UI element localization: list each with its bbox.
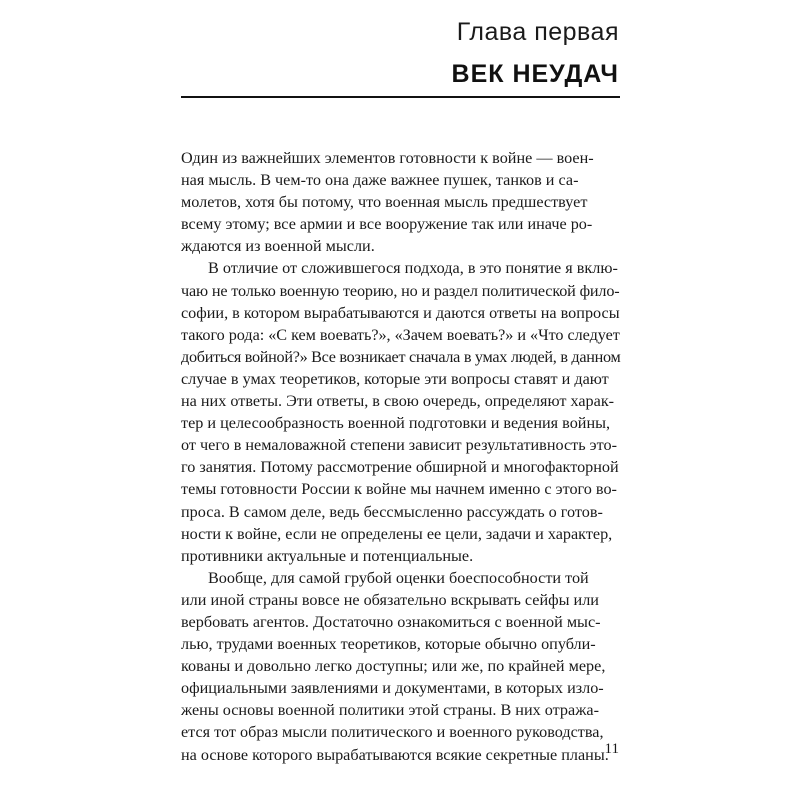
text-line: добиться войной?» Все возникает сначала в умах людей, в данном bbox=[181, 347, 621, 366]
chapter-title: ВЕК НЕУДАЧ bbox=[451, 60, 619, 88]
text-line: официальными заявлениями и документами, в которых изло- bbox=[181, 679, 604, 698]
text-line: кованы и довольно легко доступны; или же, по крайней мере, bbox=[181, 657, 606, 676]
text-line: ности к войне, если не определены ее цели, задачи и характер, bbox=[181, 524, 613, 543]
text-line: ная мысль. В чем-то она даже важнее пушек, танков и са- bbox=[181, 171, 579, 190]
text-line: ется тот образ мысли политического и военного руководства, bbox=[181, 723, 604, 742]
text-line: В отличие от сложившегося подхода, в это понятие я вклю- bbox=[208, 259, 618, 278]
text-line: темы готовности России к войне мы начнем именно с этого во- bbox=[181, 480, 617, 499]
text-line: всему этому; все армии и все вооружение так или иначе ро- bbox=[181, 215, 593, 234]
text-line: на основе которого вырабатываются всякие секретные планы. bbox=[181, 745, 609, 764]
text-line: противники актуальные и потенциальные. bbox=[181, 546, 474, 565]
text-line: от чего в немаловажной степени зависит результативность это- bbox=[181, 436, 617, 455]
text-line: жены основы военной политики этой страны. В них отража- bbox=[181, 701, 599, 720]
text-line: на них ответы. Эти ответы, в свою очередь, определяют харак- bbox=[181, 392, 615, 411]
page-number: 11 bbox=[604, 741, 619, 757]
text-line: ждаются из военной мысли. bbox=[181, 237, 375, 256]
title-rule bbox=[181, 96, 620, 98]
text-line: чаю не только военную теорию, но и раздел политической фило- bbox=[181, 281, 620, 300]
text-line: молетов, хотя бы потому, что военная мысль предшествует bbox=[181, 193, 588, 212]
text-line: такого рода: «С кем воевать?», «Зачем воевать?» и «Что следует bbox=[181, 325, 620, 344]
text-line: Вообще, для самой грубой оценки боеспособности той bbox=[208, 568, 589, 587]
chapter-label: Глава первая bbox=[456, 18, 619, 46]
text-line: софии, в котором вырабатываются и даются ответы на вопросы bbox=[181, 303, 620, 322]
text-line: го занятия. Потому рассмотрение обширной и многофакторной bbox=[181, 458, 619, 477]
text-line: тер и целесообразность военной подготовки и ведения войны, bbox=[181, 414, 611, 433]
text-line: вербовать агентов. Достаточно ознакомиться с военной мыс- bbox=[181, 612, 601, 631]
text-line: проса. В самом деле, ведь бессмысленно рассуждать о готов- bbox=[181, 502, 603, 521]
text-line: или иной страны вовсе не обязательно вскрывать сейфы или bbox=[181, 590, 599, 609]
body-text bbox=[181, 147, 620, 766]
text-line: Один из важнейших элементов готовности к войне — воен- bbox=[181, 149, 594, 167]
text-line: лью, трудами военных теоретиков, которые обычно опубли- bbox=[181, 635, 596, 654]
text-line: случае в умах теоретиков, которые эти вопросы ставят и дают bbox=[181, 369, 609, 388]
